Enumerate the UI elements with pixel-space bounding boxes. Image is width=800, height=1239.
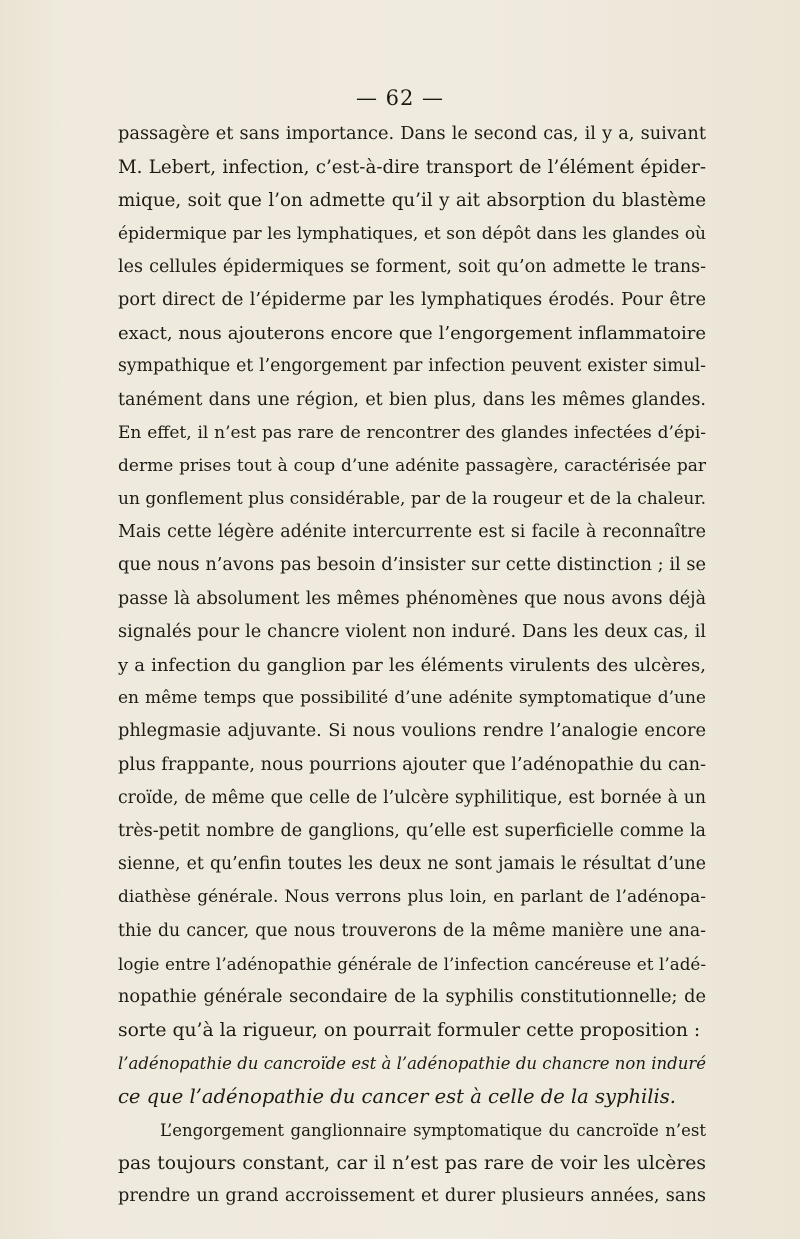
text-line: tanément dans une région, et bien plus, dans les mêmes glandes. <box>118 389 706 410</box>
text-line: diathèse générale. Nous verrons plus loin, en parlant de l’adénopa- <box>118 887 706 908</box>
paragraph-first-line: L’engorgement ganglionnaire symptomatique du cancroïde n’est <box>160 1120 706 1140</box>
text-line: mique, soit que l’on admette qu’il y ait absorption du blastème <box>118 190 706 212</box>
text-line: nopathie générale secondaire de la syphilis constitutionnelle; de <box>118 986 706 1007</box>
page-number: — 62 — <box>355 86 445 110</box>
italic-proposition-line: ce que l’adénopathie du cancer est à celle de la syphilis. <box>118 1085 676 1109</box>
text-line: M. Lebert, infection, c’est-à-dire transport de l’élément épider- <box>118 157 706 179</box>
text-line: exact, nous ajouterons encore que l’engorgement inflammatoire <box>118 323 706 345</box>
text-line: y a infection du ganglion par les éléments virulents des ulcères, <box>118 655 706 676</box>
text-line: très-petit nombre de ganglions, qu’elle est superficielle comme la <box>118 820 706 841</box>
text-line: sorte qu’à la rigueur, on pourrait formuler cette proposition : <box>118 1020 701 1042</box>
text-line: les cellules épidermiques se forment, soit qu’on admette le trans- <box>118 256 706 277</box>
text-line: signalés pour le chancre violent non induré. Dans les deux cas, il <box>118 621 706 642</box>
text-line: plus frappante, nous pourrions ajouter que l’adénopathie du can- <box>118 754 706 775</box>
body-text <box>118 118 706 1213</box>
text-line: un gonflement plus considérable, par de la rougeur et de la chaleur. <box>118 489 706 510</box>
text-line: croïde, de même que celle de l’ulcère syphilitique, est bornée à un <box>118 787 706 808</box>
text-line: Mais cette légère adénite intercurrente est si facile à reconnaître <box>118 522 706 543</box>
text-line: en même temps que possibilité d’une adénite symptomatique d’une <box>118 688 706 709</box>
text-line: pas toujours constant, car il n’est pas rare de voir les ulcères <box>118 1152 706 1174</box>
text-line: que nous n’avons pas besoin d’insister sur cette distinction ; il se <box>118 555 706 576</box>
text-line: En effet, il n’est pas rare de rencontrer des glandes infectées d’épi- <box>118 422 706 443</box>
text-line: derme prises tout à coup d’une adénite passagère, caractérisée par <box>118 455 706 476</box>
text-line: sympathique et l’engorgement par infection peuvent exister simul- <box>118 356 706 377</box>
text-line: thie du cancer, que nous trouverons de la même manière une ana- <box>118 920 706 941</box>
text-line: port direct de l’épiderme par les lymphatiques érodés. Pour être <box>118 289 706 310</box>
italic-proposition-line: l’adénopathie du cancroïde est à l’adénopathie du chancre non induré <box>118 1054 706 1074</box>
text-line: prendre un grand accroissement et durer plusieurs années, sans <box>118 1186 706 1206</box>
text-line: phlegmasie adjuvante. Si nous voulions rendre l’analogie encore <box>118 721 706 742</box>
text-line: logie entre l’adénopathie générale de l’infection cancéreuse et l’adé- <box>118 953 706 974</box>
text-line: épidermique par les lymphatiques, et son dépôt dans les glandes où <box>118 223 706 244</box>
text-line: passe là absolument les mêmes phénomènes que nous avons déjà <box>118 588 706 609</box>
text-line: passagère et sans importance. Dans le second cas, il y a, suivant <box>118 124 706 144</box>
text-line: sienne, et qu’enfin toutes les deux ne sont jamais le résultat d’une <box>118 854 706 875</box>
